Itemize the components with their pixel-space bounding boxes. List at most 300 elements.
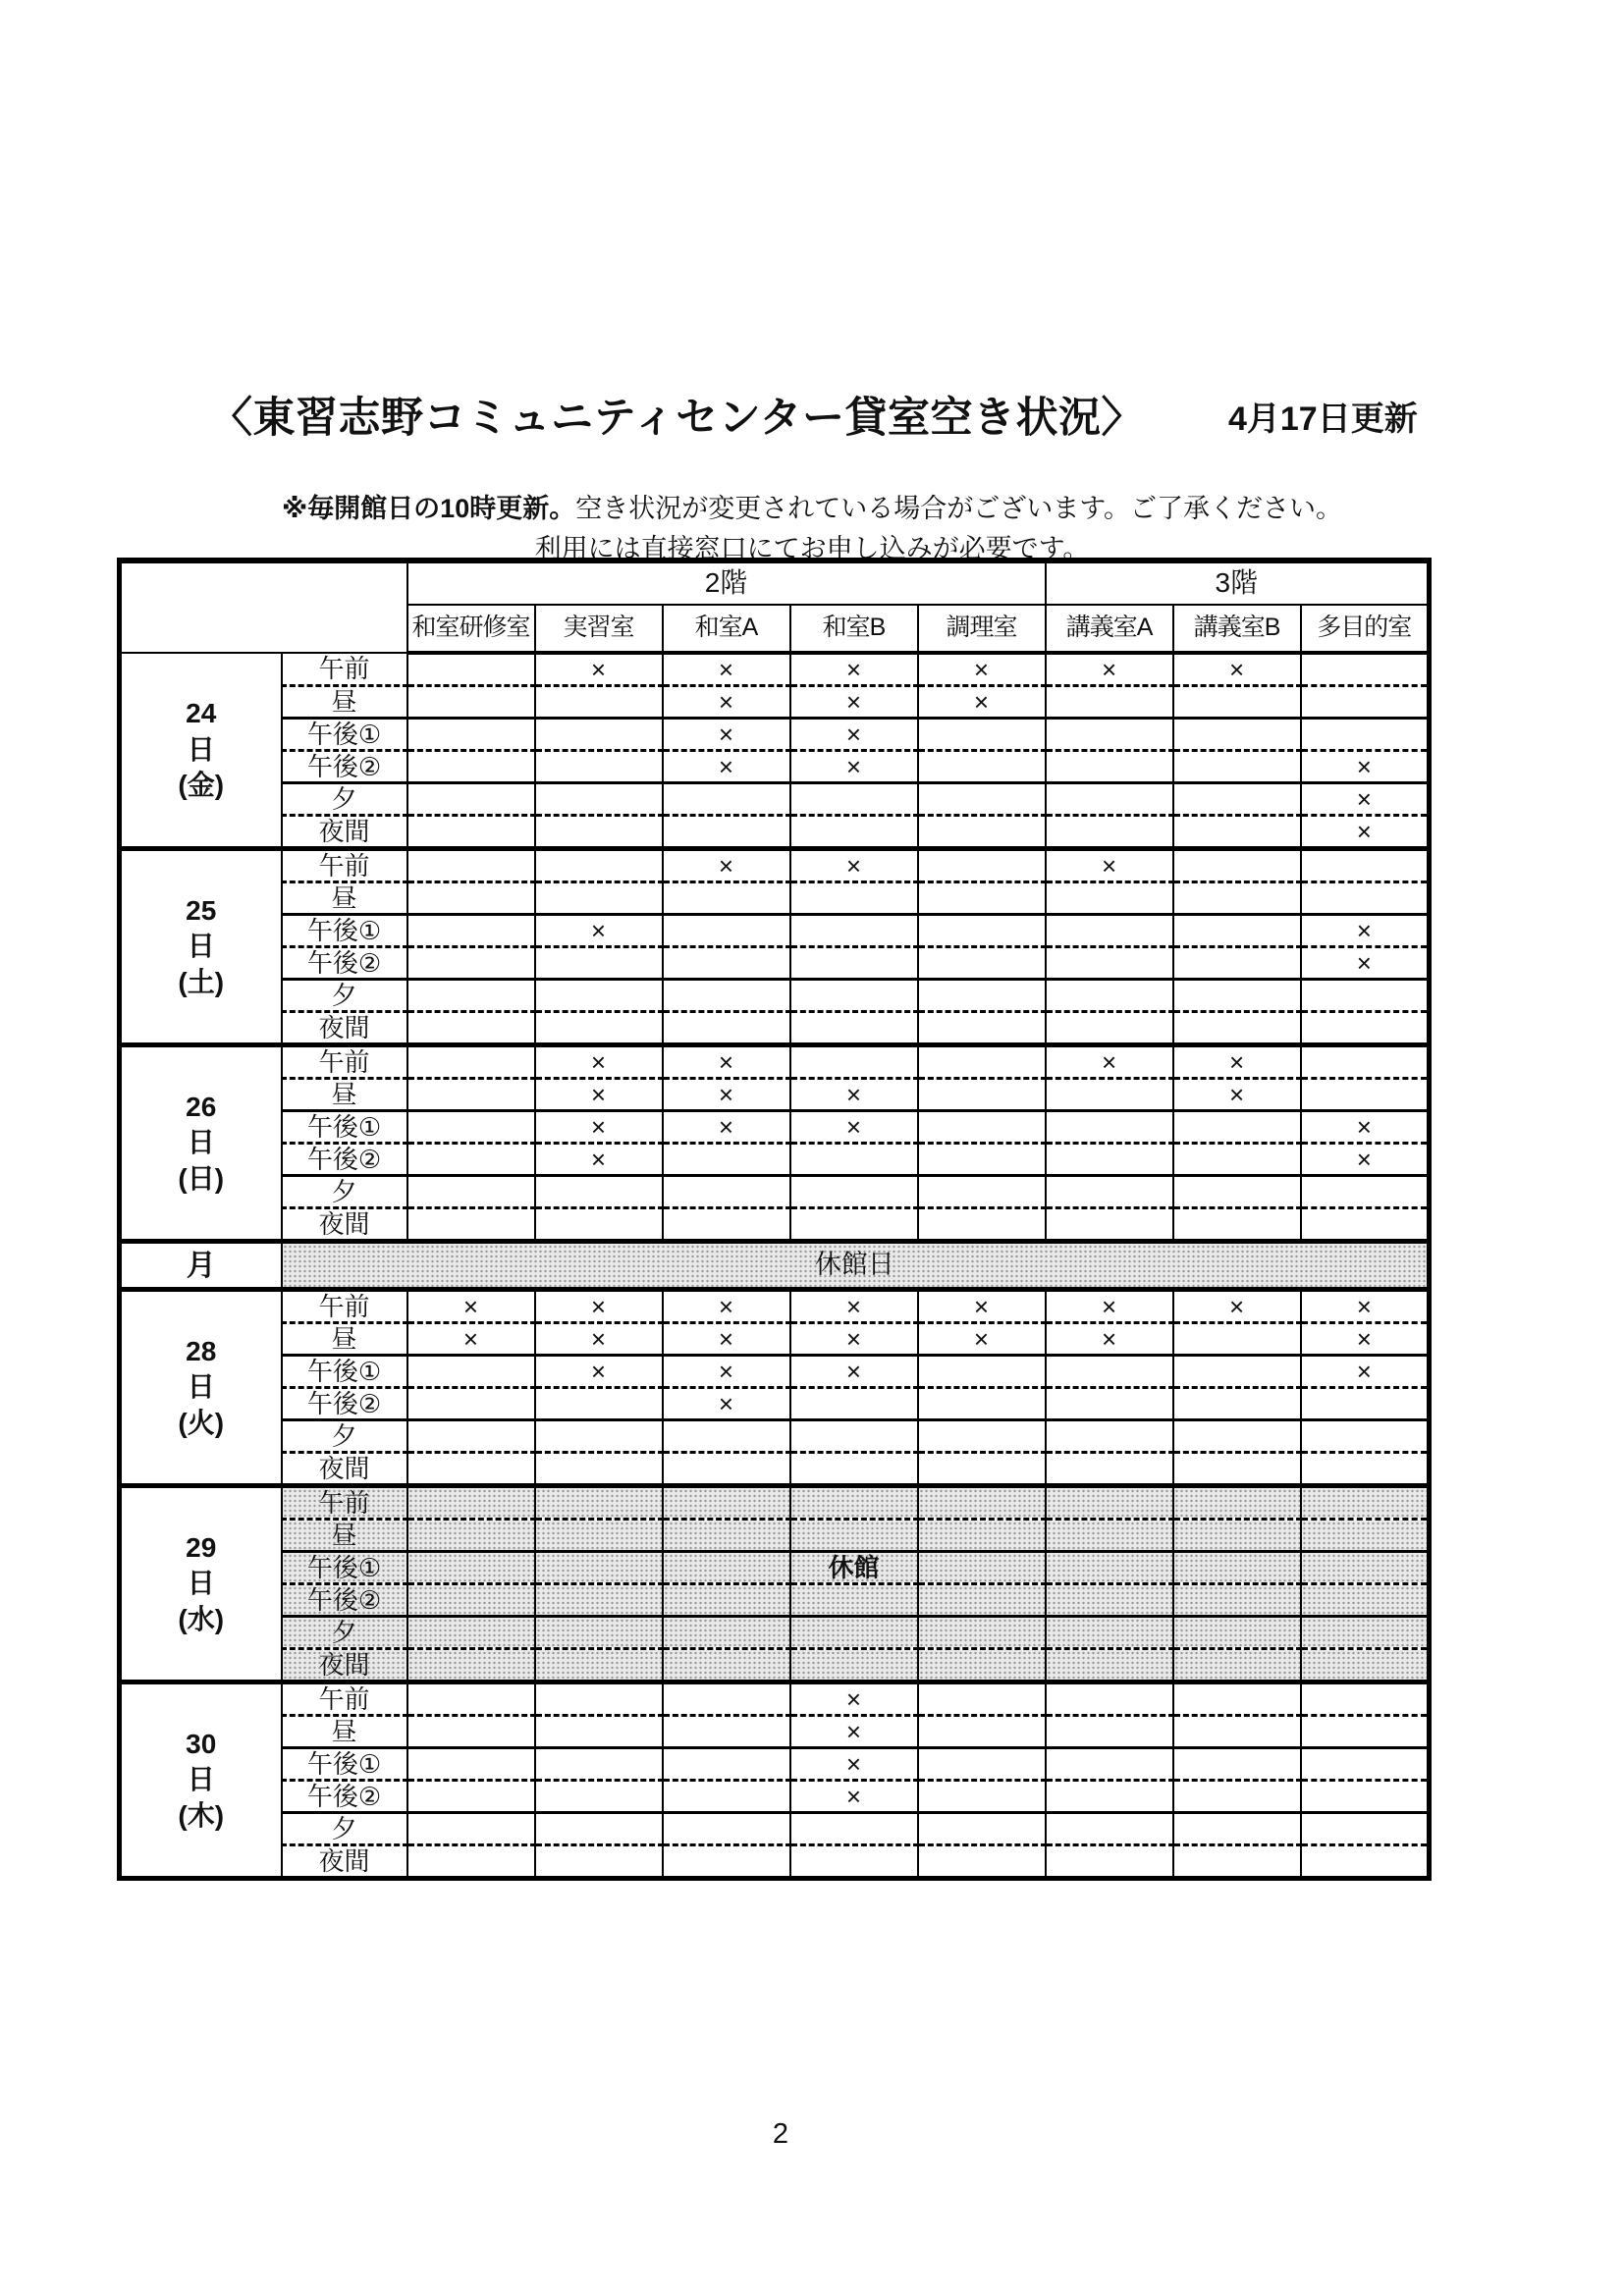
- time-slot-label-28-5: 夜間: [282, 1453, 407, 1486]
- row-closed-day: [120, 1242, 1430, 1290]
- availability-cell: [918, 849, 1046, 882]
- row-day28-slot3: [120, 1388, 1430, 1420]
- closed-block-cell: [535, 1486, 663, 1520]
- time-slot-label-29-1: 昼: [282, 1520, 407, 1552]
- availability-cell: [918, 1176, 1046, 1208]
- availability-cell: [790, 1813, 918, 1845]
- time-slot-label-30-2: 午後①: [282, 1748, 407, 1781]
- availability-cell-unavailable: ×: [663, 719, 790, 751]
- availability-cell: [1046, 816, 1173, 849]
- row-day30-slot3: [120, 1781, 1430, 1813]
- room-header-washitsu-kenshu: 和室研修室: [407, 605, 535, 653]
- closed-block-cell: [663, 1617, 790, 1649]
- date-unit: 日: [187, 733, 215, 765]
- availability-cell: [790, 783, 918, 816]
- date-unit: 日: [187, 931, 215, 962]
- availability-cell: [790, 1176, 918, 1208]
- availability-cell-unavailable: ×: [1301, 816, 1430, 849]
- date-number: 25: [186, 894, 217, 926]
- floor-header-2f: 2階: [407, 561, 1046, 605]
- availability-cell: [407, 1813, 535, 1845]
- date-number: 29: [186, 1531, 217, 1563]
- availability-cell-unavailable: ×: [790, 686, 918, 719]
- closed-block-cell: [535, 1617, 663, 1649]
- availability-cell: [918, 1012, 1046, 1045]
- availability-cell: [1301, 1012, 1430, 1045]
- availability-cell: [1046, 686, 1173, 719]
- availability-cell: [1173, 1208, 1301, 1242]
- row-day30-slot4: [120, 1813, 1430, 1845]
- availability-cell: [663, 1453, 790, 1486]
- availability-cell: [1173, 915, 1301, 947]
- time-slot-label-28-0: 午前: [282, 1290, 407, 1323]
- availability-cell: [1173, 1682, 1301, 1716]
- availability-cell: [918, 1144, 1046, 1176]
- availability-cell: [1046, 1845, 1173, 1879]
- closed-block-cell: [1301, 1486, 1430, 1520]
- time-slot-label-26-4: 夕: [282, 1176, 407, 1208]
- availability-cell: [1046, 1208, 1173, 1242]
- time-slot-label-28-2: 午後①: [282, 1356, 407, 1388]
- availability-cell: [1046, 980, 1173, 1012]
- availability-cell-unavailable: ×: [1046, 849, 1173, 882]
- closed-block-cell: [790, 1520, 918, 1552]
- closed-block-cell: [535, 1552, 663, 1584]
- availability-cell: [535, 882, 663, 915]
- availability-cell-unavailable: ×: [1173, 1045, 1301, 1079]
- availability-cell: [1046, 1813, 1173, 1845]
- closed-block-cell: [1173, 1617, 1301, 1649]
- date-weekday: (火): [178, 1407, 225, 1438]
- availability-cell: [535, 1845, 663, 1879]
- date-unit: 日: [187, 1371, 215, 1403]
- availability-cell: [535, 1453, 663, 1486]
- time-slot-label-24-0: 午前: [282, 653, 407, 686]
- availability-cell: [663, 816, 790, 849]
- availability-cell-unavailable: ×: [535, 915, 663, 947]
- time-slot-label-26-2: 午後①: [282, 1111, 407, 1144]
- availability-cell: [918, 1748, 1046, 1781]
- availability-cell: [918, 1682, 1046, 1716]
- availability-cell: [1301, 1845, 1430, 1879]
- availability-cell: [1173, 1144, 1301, 1176]
- availability-cell-unavailable: ×: [535, 1111, 663, 1144]
- updated-date-label: 4月17日更新: [1227, 400, 1418, 438]
- availability-cell: [663, 1845, 790, 1879]
- time-slot-label-25-1: 昼: [282, 882, 407, 915]
- table-corner-cell: [120, 561, 407, 653]
- availability-cell: [918, 1813, 1046, 1845]
- time-slot-label-24-2: 午後①: [282, 719, 407, 751]
- availability-cell: [407, 783, 535, 816]
- availability-cell: [1301, 1453, 1430, 1486]
- page-title: 〈東習志野コミュニティセンター貸室空き状況〉: [210, 395, 1144, 442]
- availability-cell-unavailable: ×: [790, 653, 918, 686]
- availability-cell-unavailable: ×: [1301, 1356, 1430, 1388]
- time-slot-label-26-0: 午前: [282, 1045, 407, 1079]
- availability-cell: [663, 1682, 790, 1716]
- availability-cell: [918, 1356, 1046, 1388]
- date-cell-26: [120, 1045, 282, 1242]
- closed-block-cell: [407, 1584, 535, 1617]
- row-day25-slot1: [120, 882, 1430, 915]
- availability-cell: [663, 1176, 790, 1208]
- availability-cell: [1046, 1356, 1173, 1388]
- availability-cell: [790, 1045, 918, 1079]
- availability-cell: [1301, 1176, 1430, 1208]
- room-header-tamokuteki: 多目的室: [1301, 605, 1430, 653]
- availability-cell: [1301, 719, 1430, 751]
- availability-cell: [1173, 719, 1301, 751]
- availability-cell-unavailable: ×: [535, 1045, 663, 1079]
- row-day24-slot1: [120, 686, 1430, 719]
- availability-cell: [790, 915, 918, 947]
- availability-cell: [918, 1420, 1046, 1453]
- availability-cell: [663, 947, 790, 980]
- row-day25-slot2: [120, 915, 1430, 947]
- row-day28-slot4: [120, 1420, 1430, 1453]
- row-day28-slot5: [120, 1453, 1430, 1486]
- row-day24-slot4: [120, 783, 1430, 816]
- row-day29-slot0: [120, 1486, 1430, 1520]
- time-slot-label-29-2: 午後①: [282, 1552, 407, 1584]
- closed-block-cell: [1046, 1649, 1173, 1682]
- availability-cell: [663, 1781, 790, 1813]
- availability-cell: [1301, 1813, 1430, 1845]
- availability-cell-unavailable: ×: [1173, 1290, 1301, 1323]
- note-line-1-bold: ※毎開館日の10時更新。: [281, 494, 576, 523]
- closed-block-cell: [407, 1552, 535, 1584]
- availability-cell: [535, 686, 663, 719]
- availability-table-body: [120, 653, 1430, 1879]
- availability-cell: [1046, 1781, 1173, 1813]
- row-day28-slot2: [120, 1356, 1430, 1388]
- availability-cell: [407, 653, 535, 686]
- room-header-kogi-a: 講義室A: [1046, 605, 1173, 653]
- time-slot-label-25-5: 夜間: [282, 1012, 407, 1045]
- availability-cell: [790, 882, 918, 915]
- closed-block-cell: [1301, 1584, 1430, 1617]
- availability-cell: [407, 947, 535, 980]
- availability-cell: [918, 1388, 1046, 1420]
- time-slot-label-25-2: 午後①: [282, 915, 407, 947]
- availability-cell-unavailable: ×: [663, 686, 790, 719]
- availability-cell-unavailable: ×: [663, 1356, 790, 1388]
- row-day24-slot0: [120, 653, 1430, 686]
- availability-cell: [1046, 882, 1173, 915]
- availability-cell-unavailable: ×: [1046, 1045, 1173, 1079]
- row-day29-slot5: [120, 1649, 1430, 1682]
- availability-cell-unavailable: ×: [1301, 915, 1430, 947]
- row-day29-slot2: [120, 1552, 1430, 1584]
- availability-cell-unavailable: ×: [1301, 1290, 1430, 1323]
- row-day30-slot1: [120, 1716, 1430, 1748]
- availability-cell: [407, 980, 535, 1012]
- time-slot-label-26-5: 夜間: [282, 1208, 407, 1242]
- availability-cell: [535, 947, 663, 980]
- date-cell-25: [120, 849, 282, 1045]
- availability-cell: [1046, 783, 1173, 816]
- date-weekday: (金): [178, 770, 225, 801]
- availability-cell: [535, 816, 663, 849]
- availability-cell: [1301, 1748, 1430, 1781]
- availability-cell: [1046, 1144, 1173, 1176]
- closed-block-cell: [663, 1552, 790, 1584]
- availability-cell: [407, 1079, 535, 1111]
- row-day24-slot5: [120, 816, 1430, 849]
- availability-cell-unavailable: ×: [790, 1748, 918, 1781]
- availability-cell: [535, 980, 663, 1012]
- closed-block-cell: [918, 1617, 1046, 1649]
- availability-cell: [918, 1781, 1046, 1813]
- availability-cell: [407, 1208, 535, 1242]
- time-slot-label-25-0: 午前: [282, 849, 407, 882]
- availability-cell: [663, 1813, 790, 1845]
- availability-cell-unavailable: ×: [1046, 653, 1173, 686]
- row-day28-slot1: [120, 1323, 1430, 1356]
- closed-block-cell: [1173, 1552, 1301, 1584]
- time-slot-label-24-3: 午後②: [282, 751, 407, 783]
- closed-block-cell: [790, 1584, 918, 1617]
- availability-cell: [1173, 1781, 1301, 1813]
- availability-cell-unavailable: ×: [407, 1290, 535, 1323]
- closed-block-cell: [535, 1584, 663, 1617]
- time-slot-label-28-4: 夕: [282, 1420, 407, 1453]
- closed-block-cell: [1046, 1552, 1173, 1584]
- closed-block-cell: [407, 1649, 535, 1682]
- date-number: 28: [186, 1335, 217, 1366]
- room-header-chori: 調理室: [918, 605, 1046, 653]
- availability-cell: [790, 947, 918, 980]
- availability-cell-unavailable: ×: [1301, 1144, 1430, 1176]
- availability-cell: [1173, 686, 1301, 719]
- time-slot-label-24-5: 夜間: [282, 816, 407, 849]
- availability-cell-unavailable: ×: [790, 1323, 918, 1356]
- availability-cell: [1301, 686, 1430, 719]
- availability-cell: [790, 980, 918, 1012]
- availability-cell: [790, 1012, 918, 1045]
- availability-cell-unavailable: ×: [535, 1144, 663, 1176]
- availability-cell: [1173, 1012, 1301, 1045]
- availability-cell: [407, 882, 535, 915]
- closed-block-cell: [918, 1649, 1046, 1682]
- availability-cell: [918, 719, 1046, 751]
- row-day29-slot4: [120, 1617, 1430, 1649]
- availability-cell: [535, 1813, 663, 1845]
- availability-cell: [1173, 947, 1301, 980]
- availability-cell: [1046, 947, 1173, 980]
- availability-cell-unavailable: ×: [918, 1290, 1046, 1323]
- closed-block-cell: [1301, 1552, 1430, 1584]
- closed-block-cell: [407, 1486, 535, 1520]
- time-slot-label-26-1: 昼: [282, 1079, 407, 1111]
- availability-cell: [1173, 1453, 1301, 1486]
- availability-cell: [407, 719, 535, 751]
- closed-block-cell: [1046, 1617, 1173, 1649]
- closed-block-cell: [1046, 1584, 1173, 1617]
- availability-cell: [1046, 1176, 1173, 1208]
- time-slot-label-30-4: 夕: [282, 1813, 407, 1845]
- availability-cell: [535, 1682, 663, 1716]
- availability-cell: [535, 849, 663, 882]
- availability-cell: [1173, 816, 1301, 849]
- availability-cell: [1301, 1716, 1430, 1748]
- closed-block-cell: [918, 1584, 1046, 1617]
- row-day30-slot2: [120, 1748, 1430, 1781]
- note-line-2: 利用には直接窓口にてお申し込みが必要です。: [534, 534, 1090, 563]
- availability-cell: [407, 1045, 535, 1079]
- row-day29-slot3: [120, 1584, 1430, 1617]
- availability-cell: [1046, 1388, 1173, 1420]
- time-slot-label-30-1: 昼: [282, 1716, 407, 1748]
- availability-cell: [1173, 1176, 1301, 1208]
- availability-cell-unavailable: ×: [1301, 1111, 1430, 1144]
- availability-cell: [535, 1208, 663, 1242]
- date-cell-24: [120, 653, 282, 849]
- closed-block-cell: [1173, 1520, 1301, 1552]
- availability-cell: [1173, 1323, 1301, 1356]
- availability-cell: [918, 1453, 1046, 1486]
- document-header: [210, 385, 1418, 445]
- availability-cell-unavailable: ×: [1173, 1079, 1301, 1111]
- availability-cell: [790, 1208, 918, 1242]
- room-header-washitsu-a: 和室A: [663, 605, 790, 653]
- availability-cell-unavailable: ×: [663, 1111, 790, 1144]
- availability-cell: [535, 1716, 663, 1748]
- availability-cell: [407, 1388, 535, 1420]
- availability-cell: [407, 1420, 535, 1453]
- availability-cell: [1173, 1388, 1301, 1420]
- closed-block-label: 休館: [790, 1552, 918, 1584]
- availability-cell-unavailable: ×: [535, 653, 663, 686]
- time-slot-label-28-1: 昼: [282, 1323, 407, 1356]
- row-day26-slot3: [120, 1144, 1430, 1176]
- closed-block-cell: [407, 1617, 535, 1649]
- availability-cell: [918, 947, 1046, 980]
- availability-cell: [1046, 1012, 1173, 1045]
- availability-cell: [1301, 1420, 1430, 1453]
- availability-cell: [918, 1045, 1046, 1079]
- availability-cell: [790, 1845, 918, 1879]
- availability-cell: [535, 1388, 663, 1420]
- availability-cell: [918, 1079, 1046, 1111]
- availability-cell: [1173, 1716, 1301, 1748]
- time-slot-label-30-0: 午前: [282, 1682, 407, 1716]
- availability-cell: [407, 1012, 535, 1045]
- availability-cell-unavailable: ×: [790, 1290, 918, 1323]
- closed-block-cell: [1046, 1486, 1173, 1520]
- availability-cell-unavailable: ×: [790, 751, 918, 783]
- availability-cell: [663, 1144, 790, 1176]
- page-number: 2: [772, 2118, 789, 2150]
- floor-header-row: [120, 561, 1430, 605]
- row-day26-slot1: [120, 1079, 1430, 1111]
- availability-cell: [407, 1176, 535, 1208]
- closed-block-cell: [407, 1520, 535, 1552]
- closed-block-cell: [1173, 1649, 1301, 1682]
- availability-cell: [407, 751, 535, 783]
- availability-cell: [407, 1845, 535, 1879]
- availability-cell-unavailable: ×: [790, 719, 918, 751]
- availability-cell-unavailable: ×: [790, 1781, 918, 1813]
- room-header-kogi-b: 講義室B: [1173, 605, 1301, 653]
- availability-cell-unavailable: ×: [790, 1079, 918, 1111]
- closed-block-cell: [1301, 1520, 1430, 1552]
- availability-cell-unavailable: ×: [663, 653, 790, 686]
- availability-cell: [535, 719, 663, 751]
- availability-cell: [918, 980, 1046, 1012]
- availability-cell: [1046, 1079, 1173, 1111]
- closed-block-cell: [1301, 1617, 1430, 1649]
- closed-block-cell: [663, 1486, 790, 1520]
- row-day26-slot0: [120, 1045, 1430, 1079]
- availability-cell: [663, 882, 790, 915]
- closed-block-cell: [918, 1520, 1046, 1552]
- availability-cell: [1173, 849, 1301, 882]
- availability-cell: [663, 915, 790, 947]
- availability-cell-unavailable: ×: [1046, 1323, 1173, 1356]
- row-day25-slot0: [120, 849, 1430, 882]
- time-slot-label-29-3: 午後②: [282, 1584, 407, 1617]
- row-day30-slot0: [120, 1682, 1430, 1716]
- time-slot-label-30-5: 夜間: [282, 1845, 407, 1879]
- availability-cell: [663, 1748, 790, 1781]
- time-slot-label-29-5: 夜間: [282, 1649, 407, 1682]
- availability-cell: [1046, 1716, 1173, 1748]
- availability-cell: [1173, 980, 1301, 1012]
- availability-cell: [535, 1748, 663, 1781]
- availability-cell: [663, 1012, 790, 1045]
- row-day26-slot5: [120, 1208, 1430, 1242]
- availability-cell-unavailable: ×: [663, 1079, 790, 1111]
- row-day24-slot3: [120, 751, 1430, 783]
- availability-cell: [1173, 1845, 1301, 1879]
- availability-cell: [918, 1845, 1046, 1879]
- time-slot-label-28-3: 午後②: [282, 1388, 407, 1420]
- availability-cell: [1301, 653, 1430, 686]
- availability-cell: [1301, 1079, 1430, 1111]
- availability-cell: [918, 1111, 1046, 1144]
- time-slot-label-25-4: 夕: [282, 980, 407, 1012]
- availability-cell: [1173, 1356, 1301, 1388]
- availability-cell: [407, 1716, 535, 1748]
- availability-cell: [1173, 1813, 1301, 1845]
- availability-cell: [535, 751, 663, 783]
- closed-block-cell: [790, 1486, 918, 1520]
- availability-cell: [407, 915, 535, 947]
- availability-cell: [1046, 751, 1173, 783]
- availability-cell: [535, 1176, 663, 1208]
- availability-cell: [1046, 915, 1173, 947]
- room-header-jisshu: 実習室: [535, 605, 663, 653]
- availability-cell-unavailable: ×: [663, 1290, 790, 1323]
- availability-cell: [407, 1748, 535, 1781]
- availability-cell: [1046, 1682, 1173, 1716]
- availability-cell-unavailable: ×: [1301, 751, 1430, 783]
- availability-cell-unavailable: ×: [790, 849, 918, 882]
- availability-cell: [1046, 1111, 1173, 1144]
- closed-block-cell: [918, 1552, 1046, 1584]
- availability-cell: [1173, 1748, 1301, 1781]
- date-unit: 日: [187, 1568, 215, 1599]
- note-line-1-rest: 空き状況が変更されている場合がございます。ご了承ください。: [575, 494, 1343, 523]
- availability-cell-unavailable: ×: [535, 1079, 663, 1111]
- availability-cell-unavailable: ×: [790, 1356, 918, 1388]
- time-slot-label-26-3: 午後②: [282, 1144, 407, 1176]
- availability-cell: [918, 816, 1046, 849]
- availability-cell: [663, 1208, 790, 1242]
- availability-cell: [407, 816, 535, 849]
